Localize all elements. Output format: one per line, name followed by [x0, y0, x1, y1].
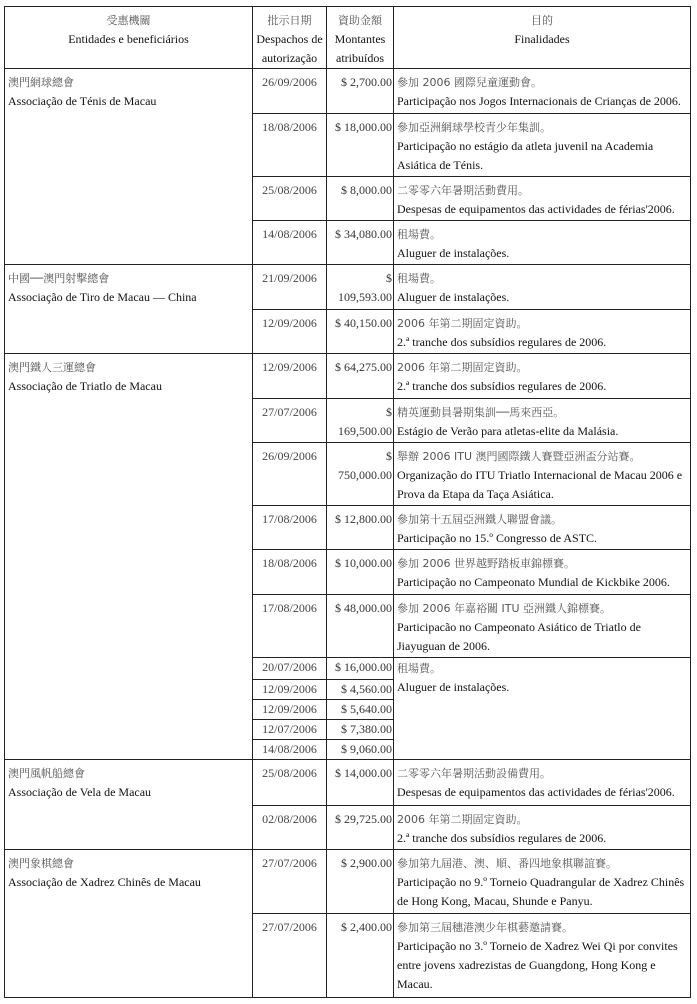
purpose-cell	[394, 221, 691, 265]
table-row	[5, 850, 691, 914]
purpose-zh: 參加亞洲網球學校青少年集訓。	[397, 121, 551, 134]
purpose-pt: 2.ª tranche dos subsídios regulares de 2006.	[397, 831, 607, 845]
amount-cell: $ 40,150.00	[327, 310, 394, 354]
amount-cell: $ 4,560.00	[327, 680, 394, 700]
purpose-pt: Participação no estágio da atleta juvenil na Academia Asiática de Ténis.	[397, 139, 654, 172]
purpose-cell	[394, 760, 691, 806]
table-row	[5, 760, 691, 806]
amount-cell: $ 18,000.00	[327, 114, 394, 177]
amount-cell: $ 109,593.00	[327, 265, 394, 310]
date-cell: 27/07/2006	[253, 914, 327, 998]
amount-cell: $ 2,400.00	[327, 914, 394, 998]
header-entity	[5, 7, 253, 69]
purpose-cell	[394, 595, 691, 658]
purpose-cell	[394, 354, 691, 399]
purpose-zh: 租場費。	[397, 272, 441, 285]
date-cell: 26/09/2006	[253, 443, 327, 506]
purpose-zh: 租場費。	[397, 228, 441, 241]
amount-cell: $ 9,060.00	[327, 740, 394, 760]
header-date-zh: 批示日期	[267, 14, 312, 27]
date-cell: 14/08/2006	[253, 221, 327, 265]
date-cell: 25/08/2006	[253, 760, 327, 806]
entity-name-zh: 澳門鐵人三運總會	[8, 361, 96, 374]
purpose-cell	[394, 506, 691, 550]
purpose-pt: Participacão no Campeonato Asiático de Triatlo de Jiayuguan de 2006.	[397, 620, 641, 653]
amount-cell: $ 8,000.00	[327, 177, 394, 221]
entity-name-zh: 中國──澳門射擊總會	[8, 272, 110, 285]
amount-cell: $ 64,275.00	[327, 354, 394, 399]
purpose-cell	[394, 443, 691, 506]
entity-name-pt: Associação de Tiro de Macau — China	[8, 290, 197, 304]
header-amount	[327, 7, 394, 69]
purpose-cell	[394, 310, 691, 354]
entity-name-pt: Associação de Xadrez Chinês de Macau	[8, 875, 201, 889]
purpose-zh: 二零零六年暑期活動費用。	[397, 184, 529, 197]
date-cell: 18/08/2006	[253, 114, 327, 177]
purpose-zh: 2006 年第二期固定資助。	[397, 317, 528, 330]
purpose-pt: Estágio de Verão para atletas-elite da Malásia.	[397, 424, 619, 438]
date-cell: 17/08/2006	[253, 595, 327, 658]
date-cell: 21/09/2006	[253, 265, 327, 310]
purpose-pt: Participação no 3.º Torneio de Xadrez Wei Qi por convites entre jovens xadrezistas de Guangdong, Hong Kong e Macau.	[397, 939, 678, 991]
date-cell: 12/07/2006	[253, 720, 327, 740]
header-row	[5, 7, 691, 69]
purpose-zh: 二零零六年暑期活動設備費用。	[397, 767, 551, 780]
header-entity-zh: 受惠機關	[106, 14, 151, 27]
purpose-zh: 參加第十五屆亞洲鐵人聯盟會議。	[397, 513, 562, 526]
table-row	[5, 354, 691, 399]
purpose-pt: Participação no 15.º Congresso de ASTC.	[397, 531, 598, 545]
entity-cell	[5, 69, 253, 265]
entity-name-pt: Associação de Triatlo de Macau	[8, 379, 162, 393]
purpose-cell	[394, 399, 691, 443]
table-row	[5, 265, 691, 310]
purpose-cell	[394, 550, 691, 595]
purpose-pt: Participação no Campeonato Mundial de Kickbike 2006.	[397, 575, 670, 589]
subsidies-table	[4, 6, 691, 998]
purpose-zh: 參加第三屆穗港澳少年棋藝邀請賽。	[397, 921, 573, 934]
date-cell: 20/07/2006	[253, 658, 327, 680]
date-cell: 27/07/2006	[253, 850, 327, 914]
header-purpose	[394, 7, 691, 69]
header-purpose-zh: 目的	[531, 14, 553, 27]
entity-name-zh: 澳門象棋總會	[8, 857, 74, 870]
date-cell: 12/09/2006	[253, 700, 327, 720]
purpose-pt: Aluguer de instalações.	[397, 246, 510, 260]
header-amount-pt: Montantes atribuídos	[334, 32, 386, 65]
purpose-pt: Despesas de equipamentos das actividades de férias'2006.	[397, 785, 675, 799]
date-cell: 12/09/2006	[253, 680, 327, 700]
purpose-cell	[394, 177, 691, 221]
purpose-zh: 2006 年第二期固定資助。	[397, 361, 528, 374]
entity-cell	[5, 760, 253, 850]
purpose-pt: Participação no 9.º Torneio Quadrangular de Xadrez Chinês de Hong Kong, Macau, Shunde e Panyu.	[397, 875, 685, 908]
date-cell: 14/08/2006	[253, 740, 327, 760]
date-cell: 26/09/2006	[253, 69, 327, 114]
purpose-pt: 2.ª tranche dos subsídios regulares de 2006.	[397, 379, 607, 393]
header-entity-pt: Entidades e beneficiários	[68, 32, 189, 46]
purpose-cell	[394, 914, 691, 998]
entity-cell	[5, 354, 253, 760]
purpose-pt: Aluguer de instalações.	[397, 290, 510, 304]
entity-name-pt: Associação de Ténis de Macau	[8, 94, 157, 108]
entity-cell	[5, 850, 253, 998]
amount-cell: $ 750,000.00	[327, 443, 394, 506]
purpose-cell	[394, 658, 691, 760]
amount-cell: $ 7,380.00	[327, 720, 394, 740]
amount-cell: $ 2,700.00	[327, 69, 394, 114]
amount-cell: $ 10,000.00	[327, 550, 394, 595]
purpose-cell	[394, 806, 691, 850]
table-row	[5, 69, 691, 114]
header-date-pt: Despachos de autorização	[256, 32, 323, 65]
purpose-pt: Organização do ITU Triatlo Internacional de Macau 2006 e Prova da Etapa da Taça Asiática.	[397, 468, 683, 501]
purpose-pt: Despesas de equipamentos das actividades de férias'2006.	[397, 202, 675, 216]
purpose-pt: 2.ª tranche dos subsídios regulares de 2006.	[397, 335, 607, 349]
entity-name-zh: 澳門風帆船總會	[8, 767, 85, 780]
amount-cell: $ 48,000.00	[327, 595, 394, 658]
purpose-cell	[394, 265, 691, 310]
purpose-zh: 精英運動員暑期集訓──馬來西亞。	[397, 406, 565, 419]
date-cell: 17/08/2006	[253, 506, 327, 550]
amount-cell: $ 14,000.00	[327, 760, 394, 806]
entity-cell	[5, 265, 253, 354]
amount-cell: $ 169,500.00	[327, 399, 394, 443]
purpose-zh: 參加第九屆港、澳、順、番四地象棋聯誼賽。	[397, 857, 617, 870]
header-amount-zh: 資助金額	[338, 14, 382, 27]
date-cell: 02/08/2006	[253, 806, 327, 850]
entity-name-pt: Associação de Vela de Macau	[8, 785, 152, 799]
amount-cell: $ 29,725.00	[327, 806, 394, 850]
amount-cell: $ 16,000.00	[327, 658, 394, 680]
entity-name-zh: 澳門網球總會	[8, 76, 74, 89]
purpose-zh: 舉辦 2006 ITU 澳門國際鐵人賽暨亞洲盃分站賽。	[397, 450, 641, 463]
purpose-cell	[394, 850, 691, 914]
date-cell: 27/07/2006	[253, 399, 327, 443]
purpose-pt: Aluguer de instalações.	[397, 680, 510, 694]
date-cell: 25/08/2006	[253, 177, 327, 221]
date-cell: 12/09/2006	[253, 310, 327, 354]
amount-cell: $ 5,640.00	[327, 700, 394, 720]
amount-cell: $ 12,800.00	[327, 506, 394, 550]
purpose-zh: 參加 2006 世界越野踏板車錦標賽。	[397, 557, 575, 570]
amount-cell: $ 34,080.00	[327, 221, 394, 265]
amount-cell: $ 2,900.00	[327, 850, 394, 914]
purpose-zh: 參加 2006 國際兒童運動會。	[397, 76, 542, 89]
purpose-pt: Participação nos Jogos Internacionais de Crianças de 2006.	[397, 94, 681, 108]
header-purpose-pt: Finalidades	[514, 32, 570, 46]
date-cell: 18/08/2006	[253, 550, 327, 595]
date-cell: 12/09/2006	[253, 354, 327, 399]
header-date	[253, 7, 327, 69]
purpose-zh: 參加 2006 年嘉裕關 ITU 亞洲鐵人錦標賽。	[397, 602, 611, 615]
purpose-zh: 2006 年第二期固定資助。	[397, 813, 528, 826]
purpose-cell	[394, 114, 691, 177]
purpose-zh: 租場費。	[397, 662, 441, 675]
purpose-cell	[394, 69, 691, 114]
